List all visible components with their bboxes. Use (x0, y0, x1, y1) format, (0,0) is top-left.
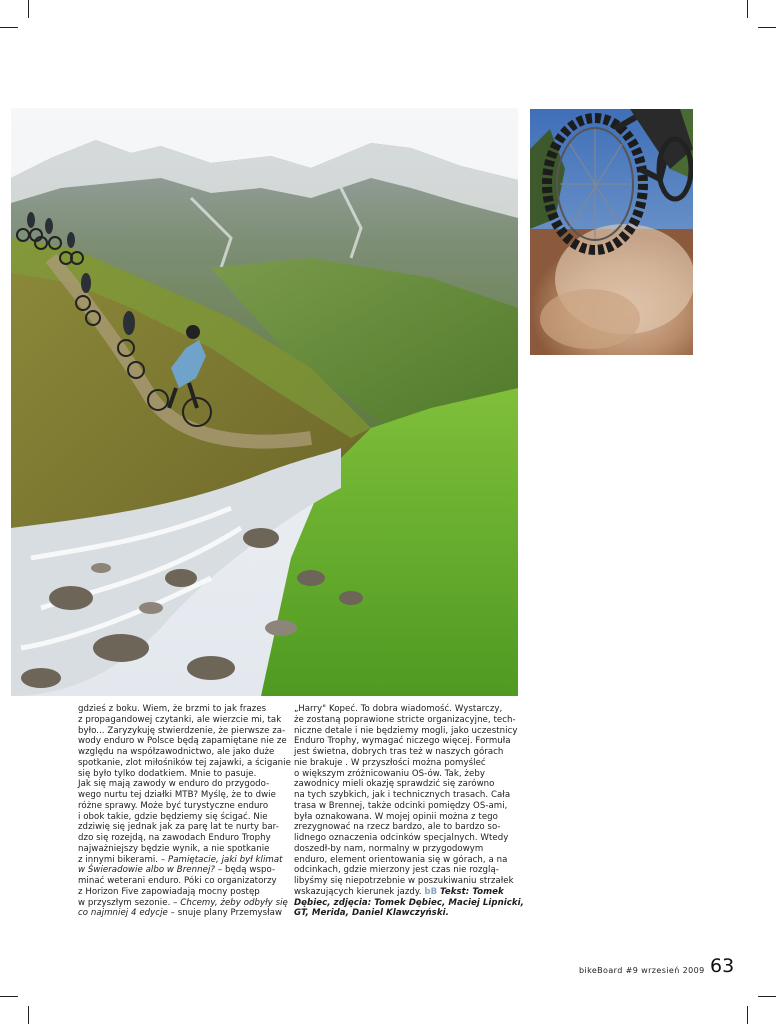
italic-quote: Chcemy, żeby odbyły się (180, 897, 288, 908)
text-line: enduro, element orientowania się w górach, a na (294, 854, 508, 865)
text-line: Jak się mają zawody w enduro do przygodo- (78, 779, 270, 790)
text-segment: z innymi bikerami. – (78, 854, 168, 865)
crop-mark (747, 0, 748, 18)
text-line: doszedł-by nam, normalny w przygodowym (294, 843, 484, 854)
text-line: zawodnicy mieli okazję sprawdzić się zarówno (294, 779, 495, 790)
text-line (78, 908, 286, 919)
side-photo (530, 109, 693, 355)
text-line: spotkanie, zlot miłośników tej zajawki, a ściganie (78, 757, 291, 768)
crop-mark (747, 1006, 748, 1024)
text-segment: – będą wspo- (215, 865, 276, 876)
italic-quote: co najmniej 4 edycje (78, 908, 168, 919)
crop-mark (0, 996, 18, 997)
text-line: Enduro Trophy, wymagać niczego więcej. Formuła (294, 736, 511, 747)
text-segment: wskazujących kierunek jazdy. (294, 886, 422, 897)
text-line: wego nurtu tej działki MTB? Myślę, że to dwie (78, 790, 276, 800)
text-line: odcinkach, gdzie mierzony jest czas nie rozglą- (294, 865, 499, 876)
italic-quote: Pamiętacie, jaki był klimat (168, 854, 283, 865)
text-line: zdziwię się jednak jak za parę lat te nurty bar- (78, 822, 279, 833)
text-segment: w przyszłym sezonie. – (78, 897, 181, 908)
text-line: się było tylko dodatkiem. Mnie to pasuje. (78, 768, 257, 779)
photo-credit: Dębiec, zdjęcia: Tomek Dębiec, Maciej Lipnicki, (294, 897, 524, 908)
crop-mark (28, 0, 29, 18)
page-number: 63 (710, 955, 735, 977)
article-column-2 (294, 704, 524, 919)
text-line (78, 865, 286, 876)
text-line: „Harry" Kopeć. To dobra wiadomość. Wystarczy, (294, 704, 503, 714)
text-line: gdzieś z boku. Wiem, że brzmi to jak frazes (78, 704, 267, 714)
crop-mark (28, 1006, 29, 1024)
text-line (294, 887, 516, 898)
text-line: najważniejszy będzie wynik, a nie spotkanie (78, 843, 270, 854)
crop-mark (0, 27, 18, 28)
text-line: względu na współzawodnictwo, ale jako duże (78, 747, 275, 757)
text-line: była oznakowana. W mojej opinii można z tego (294, 811, 498, 822)
crop-mark (758, 996, 776, 997)
text-line: niczne detale i nie będziemy mogli, jako uczestnicy (294, 725, 518, 736)
text-line: jest świetna, dobrych tras też w naszych górach (294, 747, 504, 757)
footer-folio: bikeBoard #9 wrzesień 2009 (579, 966, 705, 975)
text-line (78, 855, 286, 866)
text-line: i obok takie, gdzie będziemy się ścigać. Nie (78, 811, 268, 822)
photo-credit: Tekst: Tomek (440, 886, 504, 897)
text-line: trasa w Brennej, także odcinki pomiędzy OS-ami, (294, 800, 508, 811)
text-line: wody enduro w Polsce będą zapamiętane nie ze (78, 736, 287, 747)
text-line: że zostaną poprawione stricte organizacyjne, tech- (294, 714, 516, 725)
text-line: dzo się rozejdą, na zawodach Enduro Trophy (78, 833, 271, 843)
text-line: o większym zróżnicowaniu OS-ów. Tak, żeby (294, 768, 485, 779)
text-line: libyśmy się niepotrzebnie w poszukiwaniu strzałek (294, 876, 514, 886)
text-line: z Horizon Five zapowiadają mocny postęp (78, 886, 260, 897)
text-line: zrezygnować na rzecz bardzo, ale to bardzo so- (294, 822, 501, 833)
main-photo (11, 108, 518, 696)
crop-mark (758, 27, 776, 28)
italic-quote: w Świeradowie albo w Brennej? (78, 865, 216, 876)
photo-credit: GT, Merida, Daniel Klawczyński. (294, 908, 449, 919)
text-line: nie brakuje . W przyszłości można pomyśleć (294, 757, 486, 768)
text-line: z propagandowej czytanki, ale wierzcie mi, tak (78, 714, 282, 725)
text-line (78, 898, 286, 909)
bikeboard-mark: bB (424, 886, 438, 897)
article-column-1 (78, 704, 291, 919)
text-line: lidnego oznaczenia odcinków specjalnych. Wtedy (294, 833, 509, 843)
text-line: minać weterani enduro. Póki co organizatorzy (78, 876, 277, 886)
text-line: różne sprawy. Może być turystyczne enduro (78, 800, 269, 811)
text-line: na tych szybkich, jak i technicznych trasach. Cała (294, 790, 511, 800)
text-line: było... Zaryzykuję stwierdzenie, że pierwsze za- (78, 725, 286, 736)
text-segment: – snuje plany Przemysław (167, 908, 283, 919)
